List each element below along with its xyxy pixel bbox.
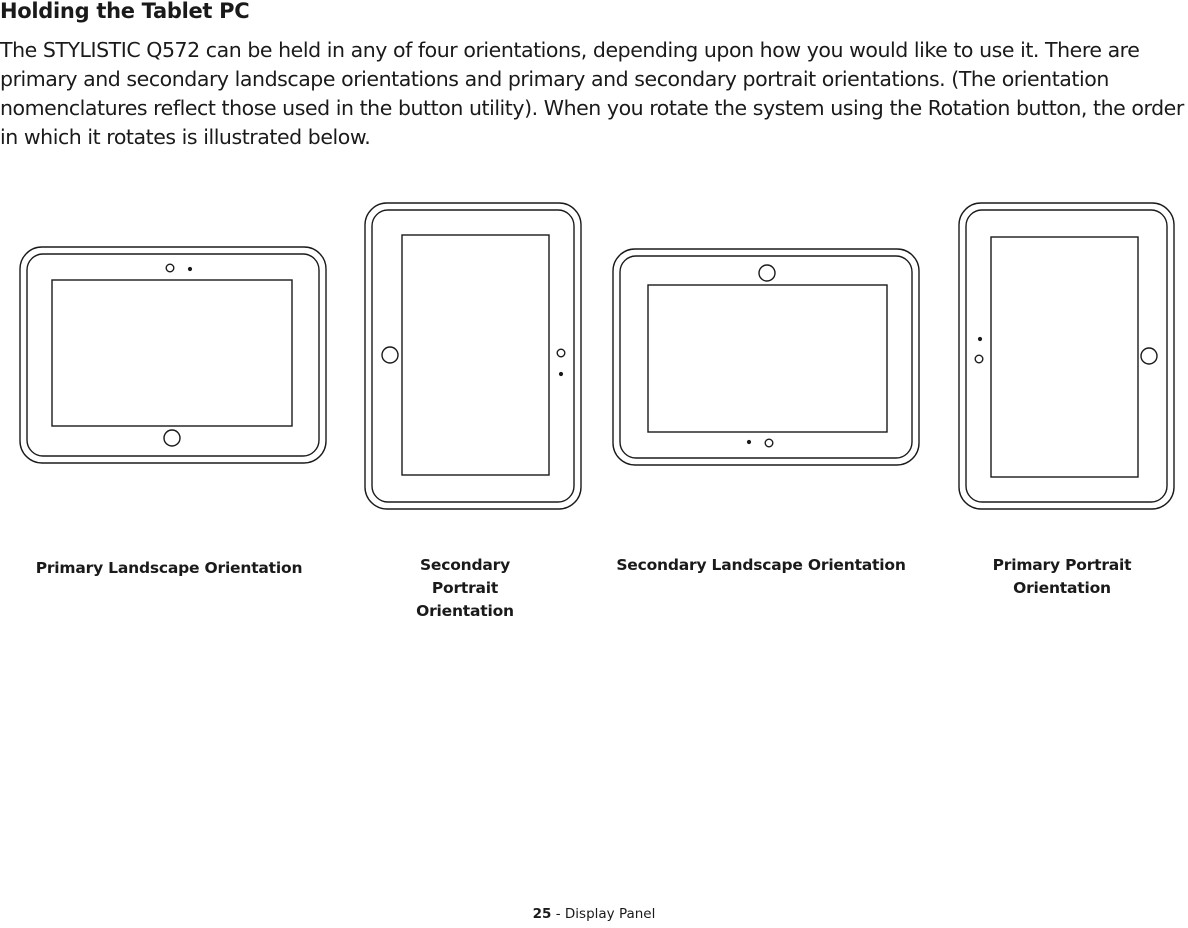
screen-primary-portrait bbox=[991, 237, 1138, 477]
tablet-primary-landscape bbox=[20, 247, 326, 463]
page-number: 25 bbox=[532, 906, 552, 922]
caption-secondary-portrait: Secondary Portrait Orientation bbox=[416, 556, 514, 620]
caption-primary-landscape: Primary Landscape Orientation bbox=[35, 559, 303, 577]
sensor-dot bbox=[189, 268, 192, 271]
tablet-secondary-portrait bbox=[365, 203, 581, 509]
home-button-icon bbox=[382, 347, 398, 363]
camera-icon bbox=[765, 439, 773, 447]
sensor-dot bbox=[748, 441, 751, 444]
caption-primary-portrait: Primary Portrait Orientation bbox=[992, 556, 1132, 597]
screen-secondary-portrait bbox=[402, 235, 549, 475]
sensor-dot bbox=[979, 338, 982, 341]
page-heading: Holding the Tablet PC bbox=[0, 0, 250, 23]
tablet-primary-portrait bbox=[959, 203, 1174, 509]
screen-primary-landscape bbox=[52, 280, 292, 426]
camera-icon bbox=[166, 264, 174, 272]
sensor-dot bbox=[560, 373, 563, 376]
intro-paragraph: The STYLISTIC Q572 can be held in any of four orientations, depending upon how you would like to use it. There are primary and secondary landscape orientations and primary and secondary portrait orientations. (The orientation nomenclatures reflect those used in the button utility). When you rotate the system using the Rotation button, the order in which it rotates is illustrated below. bbox=[0, 38, 1184, 149]
caption-secondary-landscape: Secondary Landscape Orientation bbox=[616, 556, 906, 574]
home-button-icon bbox=[759, 265, 775, 281]
home-button-icon bbox=[1141, 348, 1157, 364]
tablet-secondary-landscape bbox=[613, 249, 919, 465]
screen-secondary-landscape bbox=[648, 285, 887, 432]
camera-icon bbox=[975, 355, 983, 363]
home-button-icon bbox=[164, 430, 180, 446]
page-footer bbox=[0, 906, 1188, 922]
camera-icon bbox=[557, 349, 565, 357]
footer-separator: - bbox=[551, 906, 565, 922]
footer-section: Display Panel bbox=[564, 906, 656, 922]
orientation-illustration bbox=[0, 195, 1188, 525]
orientation-figure bbox=[0, 195, 1188, 525]
